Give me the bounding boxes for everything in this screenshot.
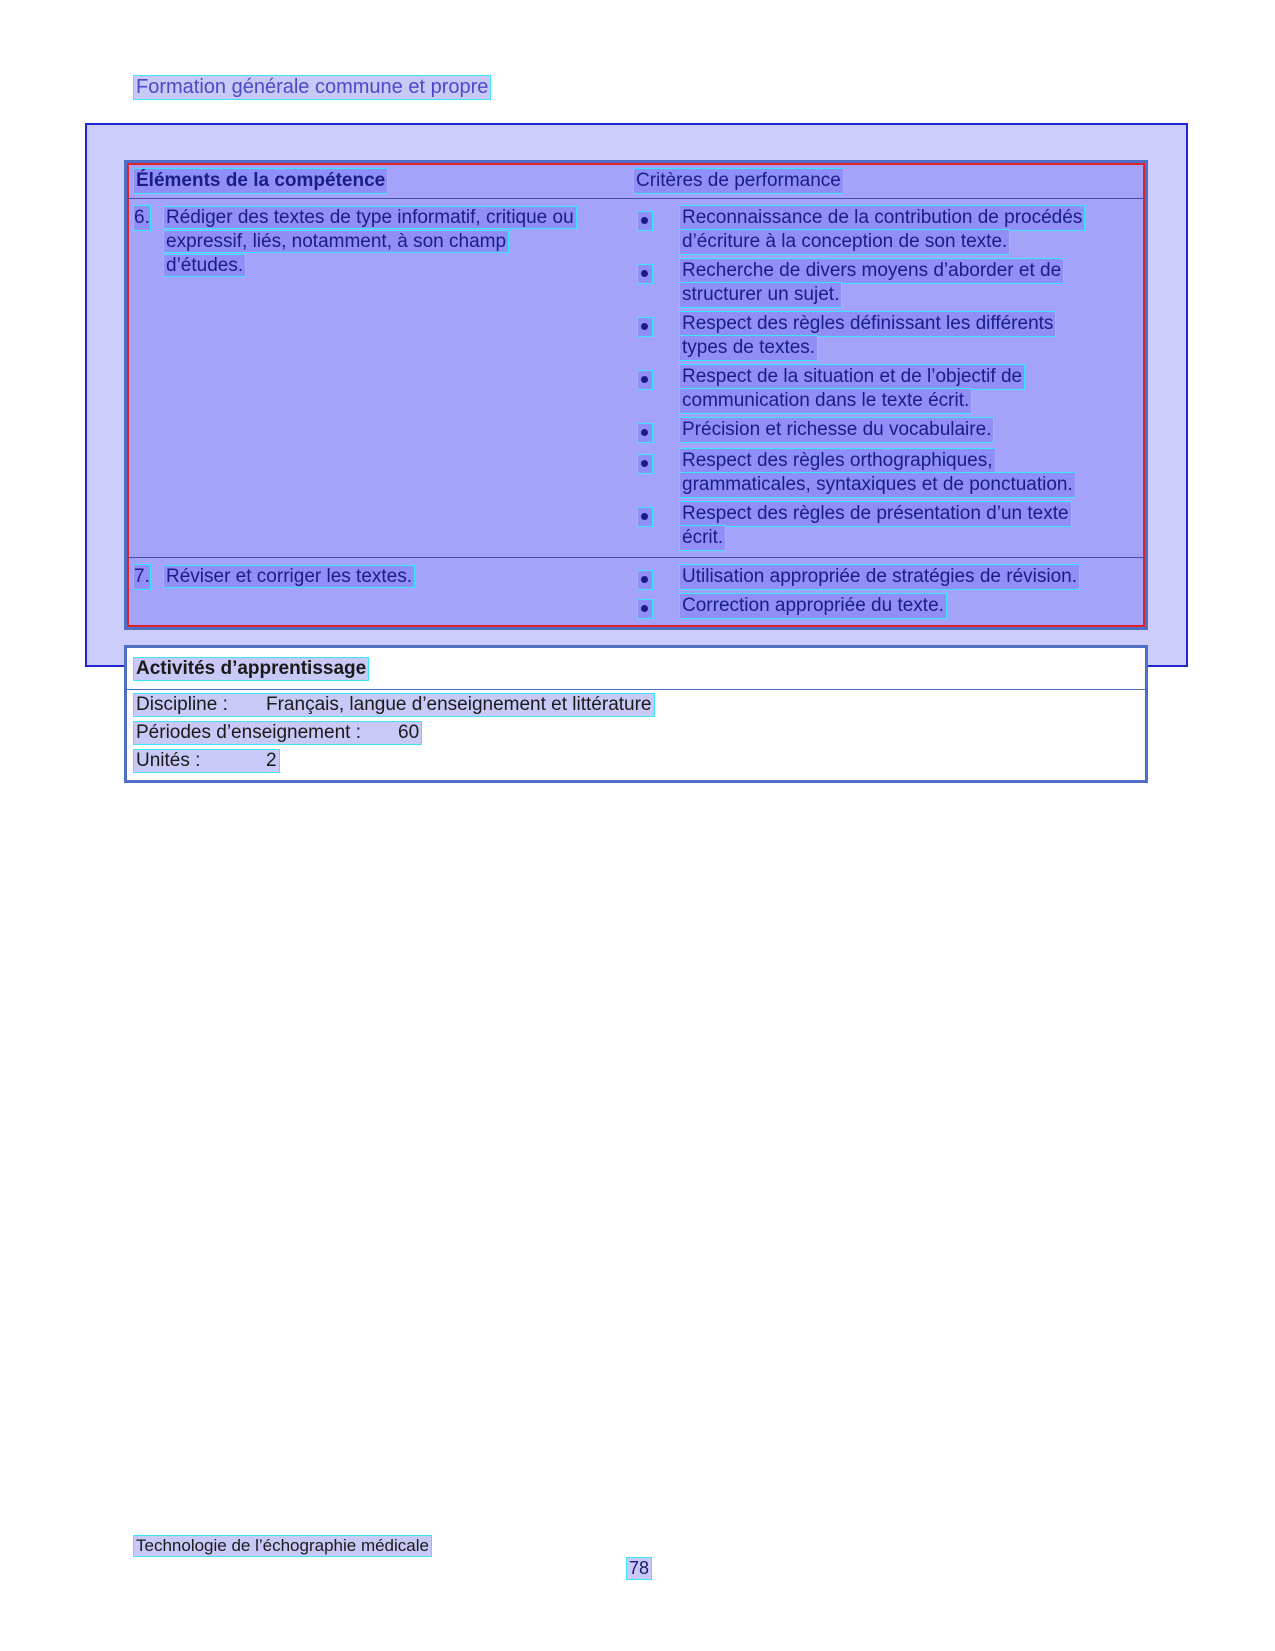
criterion-line: écrit. xyxy=(682,527,724,548)
criterion-line: Respect des règles définissant les différents xyxy=(682,313,1054,334)
criterion-item xyxy=(680,449,1120,497)
periods-line xyxy=(134,722,421,744)
units-label: Unités : xyxy=(136,750,201,771)
criterion-item xyxy=(680,365,1120,413)
bullet-icon xyxy=(638,508,652,526)
bullet-icon xyxy=(638,212,652,230)
criterion-line: Correction appropriée du texte. xyxy=(682,595,944,616)
bullet-icon xyxy=(638,571,652,589)
bullet-icon xyxy=(638,424,652,442)
col-header-criteria: Critères de performance xyxy=(636,170,841,191)
criterion-line: structurer un sujet. xyxy=(682,284,840,305)
element-number: 6. xyxy=(134,207,150,228)
criterion-line: Précision et richesse du vocabulaire. xyxy=(682,419,992,440)
col-header-elements: Éléments de la compétence xyxy=(136,170,386,191)
criterion-line: grammaticales, syntaxiques et de ponctuation. xyxy=(682,474,1073,495)
bullet-icon xyxy=(638,265,652,283)
criterion-line: Reconnaissance de la contribution de procédés xyxy=(682,207,1083,228)
units-value: 2 xyxy=(266,750,277,771)
activities-divider xyxy=(127,689,1145,690)
criterion-item xyxy=(680,565,1120,589)
page-number: 78 xyxy=(629,1558,650,1578)
row-divider xyxy=(127,557,1145,558)
section-title: Formation générale commune et propre xyxy=(136,76,489,98)
criterion-item xyxy=(680,502,1120,550)
discipline-line xyxy=(134,694,654,716)
criterion-line: Respect de la situation et de l’objectif de xyxy=(682,366,1023,387)
element-line: Réviser et corriger les textes. xyxy=(166,566,413,587)
element-line: Rédiger des textes de type informatif, critique ou xyxy=(166,207,574,228)
criterion-line: Respect des règles orthographiques, xyxy=(682,450,993,471)
units-line xyxy=(134,750,279,772)
bullet-icon xyxy=(638,600,652,618)
bullet-icon xyxy=(638,318,652,336)
criterion-item xyxy=(680,594,1120,618)
header-divider xyxy=(127,198,1145,199)
criterion-line: Recherche de divers moyens d’aborder et de xyxy=(682,260,1062,281)
criterion-line: d’écriture à la conception de son texte. xyxy=(682,231,1008,252)
criterion-line: Utilisation appropriée de stratégies de révision. xyxy=(682,566,1077,587)
element-number: 7. xyxy=(134,566,150,587)
periods-label: Périodes d’enseignement : xyxy=(136,722,361,743)
element-line: d’études. xyxy=(166,255,244,276)
criterion-line: Respect des règles de présentation d’un texte xyxy=(682,503,1069,524)
criterion-item xyxy=(680,206,1120,254)
footer-program-title: Technologie de l’échographie médicale xyxy=(136,1536,429,1555)
element-line: expressif, liés, notamment, à son champ xyxy=(166,231,507,252)
criterion-item xyxy=(680,418,1120,442)
discipline-value: Français, langue d’enseignement et littérature xyxy=(266,694,652,715)
bullet-icon xyxy=(638,455,652,473)
bullet-icon xyxy=(638,371,652,389)
criterion-line: types de textes. xyxy=(682,337,816,358)
activities-title: Activités d’apprentissage xyxy=(136,658,367,679)
periods-value: 60 xyxy=(398,722,420,743)
criterion-item xyxy=(680,312,1120,360)
criterion-line: communication dans le texte écrit. xyxy=(682,390,970,411)
discipline-label: Discipline : xyxy=(136,694,228,715)
criterion-item xyxy=(680,259,1120,307)
